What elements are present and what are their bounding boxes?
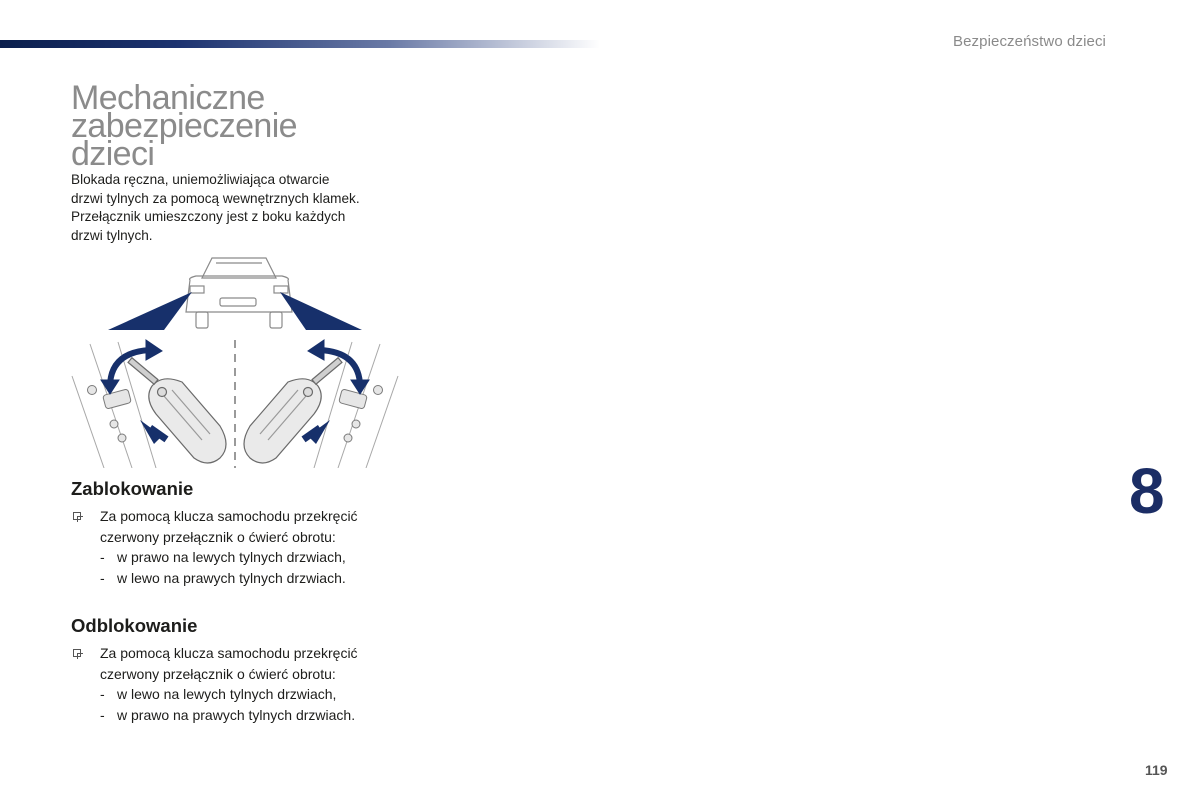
bullet-checkbox-icon xyxy=(73,512,81,520)
list-item-text: w prawo na prawych tylnych drzwiach. xyxy=(117,706,356,723)
locking-instructions xyxy=(71,506,401,588)
dash-marker: - xyxy=(100,569,105,586)
title-line: dzieci xyxy=(71,135,155,173)
car-rear-icon xyxy=(186,258,292,328)
list-item xyxy=(71,684,401,705)
instruction-bullet xyxy=(71,506,401,547)
list-item-text: w prawo na lewych tylnych drzwiach, xyxy=(117,549,346,565)
list-item-text: w lewo na prawych tylnych drzwiach. xyxy=(117,569,346,586)
dash-marker: - xyxy=(100,549,105,565)
intro-line: Blokada ręczna, uniemożliwiająca otwarcie xyxy=(71,172,330,187)
instruction-line: Za pomocą klucza samochodu przekręcić xyxy=(100,645,358,661)
page-number: 119 xyxy=(1145,762,1168,778)
instruction-line: Za pomocą klucza samochodu przekręcić xyxy=(100,508,358,524)
intro-line: drzwi tylnych. xyxy=(71,227,153,243)
instruction-line: czerwony przełącznik o ćwierć obrotu: xyxy=(100,528,336,545)
unlocking-instructions xyxy=(71,643,401,725)
intro-paragraph xyxy=(71,171,401,245)
locking-heading: Zablokowanie xyxy=(71,478,194,499)
intro-line: drzwi tylnych za pomocą wewnętrznych klamek. xyxy=(71,190,360,206)
page-title xyxy=(71,79,371,173)
dash-marker: - xyxy=(100,706,105,723)
view-wedge-left xyxy=(108,292,192,330)
key-right-icon xyxy=(244,358,342,463)
list-item xyxy=(71,568,401,589)
instruction-bullet xyxy=(71,643,401,684)
child-lock-illustration xyxy=(70,246,400,468)
title-line: Mechaniczne xyxy=(71,79,265,117)
list-item xyxy=(71,705,401,726)
chapter-number: 8 xyxy=(1129,455,1165,527)
dash-marker: - xyxy=(100,686,105,702)
intro-line: Przełącznik umieszczony jest z boku każdych xyxy=(71,209,346,224)
title-line: zabezpieczenie xyxy=(71,107,297,145)
section-title: Bezpieczeństwo dzieci xyxy=(952,33,1106,50)
list-item-text: w lewo na lewych tylnych drzwiach, xyxy=(117,686,337,702)
unlocking-heading: Odblokowanie xyxy=(71,615,198,636)
bullet-checkbox-icon xyxy=(73,649,81,657)
instruction-line: czerwony przełącznik o ćwierć obrotu: xyxy=(100,665,336,682)
key-left-icon xyxy=(128,358,226,463)
header-gradient-bar xyxy=(0,40,600,48)
list-item xyxy=(71,547,401,568)
